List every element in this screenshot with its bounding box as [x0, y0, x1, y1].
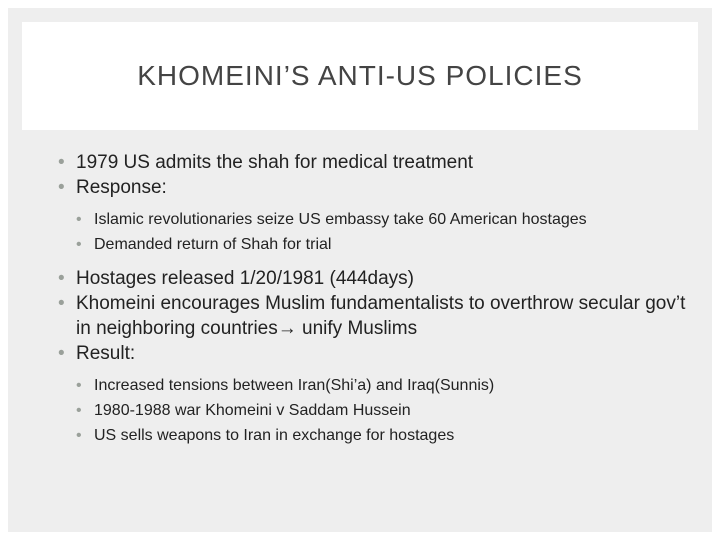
- bullet-icon: •: [76, 211, 82, 228]
- title-box: [22, 22, 698, 130]
- bullet-item: [58, 150, 703, 175]
- right-arrow-icon: →: [277, 318, 297, 339]
- sub-bullet-text: 1980-1988 war Khomeini v Saddam Hussein: [94, 402, 411, 419]
- bullet-text: Result:: [76, 343, 136, 364]
- bullet-text: Response:: [76, 177, 167, 198]
- sub-bullet-text: Increased tensions between Iran(Shi’a) and Iraq(Sunnis): [94, 377, 495, 394]
- bullet-text: 1979 US admits the shah for medical treatment: [76, 152, 474, 173]
- bullet-icon: •: [76, 236, 82, 253]
- sub-bullet-item: [58, 376, 703, 395]
- slide: [8, 8, 712, 532]
- bullet-icon: •: [58, 152, 65, 173]
- bullet-icon: •: [58, 177, 65, 198]
- bullet-text-after: unify Muslims: [296, 318, 418, 339]
- sub-bullet-item: [58, 210, 703, 229]
- bullet-item: [58, 266, 703, 291]
- slide-title: KHOMEINI’S ANTI-US POLICIES: [137, 60, 583, 91]
- bullet-item: [58, 291, 703, 341]
- bullet-icon: •: [76, 402, 82, 419]
- bullet-icon: •: [76, 427, 82, 444]
- bullet-icon: •: [58, 268, 65, 289]
- sub-bullet-item: [58, 401, 703, 420]
- bullet-icon: •: [58, 343, 65, 364]
- bullet-item: [58, 341, 703, 366]
- bullet-icon: •: [76, 377, 82, 394]
- bullet-item: [58, 175, 703, 200]
- sub-bullet-text: US sells weapons to Iran in exchange for hostages: [94, 427, 455, 444]
- sub-bullet-item: [58, 426, 703, 445]
- sub-bullet-text: Demanded return of Shah for trial: [94, 236, 332, 253]
- bullet-text: Hostages released 1/20/1981 (444days): [76, 268, 415, 289]
- slide-body: [58, 150, 703, 445]
- sub-bullet-text: Islamic revolutionaries seize US embassy take 60 American hostages: [94, 211, 587, 228]
- sub-bullet-item: [58, 235, 703, 254]
- bullet-icon: •: [58, 293, 65, 314]
- bullet-text: Khomeini encourages Muslim fundamentalists to overthrow secular gov’t in neighboring countries: [76, 293, 686, 339]
